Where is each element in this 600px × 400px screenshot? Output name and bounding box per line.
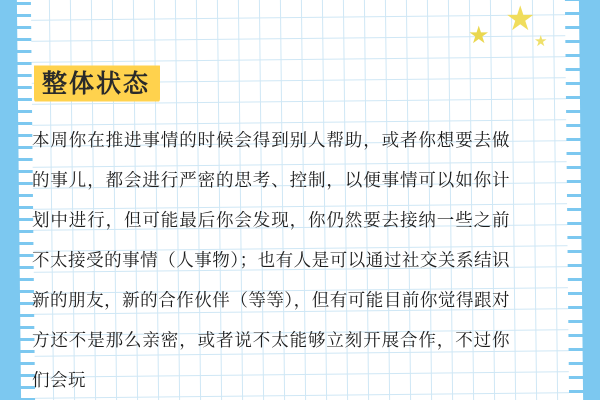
star-icon: ★ <box>468 22 490 49</box>
body-paragraph: 本周你在推进事情的时候会得到别人帮助，或者你想要去做的事儿，都会进行严密的思考、控制，以便事情可以如你计划中进行，但可能最后你会发现，你仍然要去接纳一些之前不太接受的事情（人事物）；也有人是可以通过社交关系结识新的朋友，新的合作伙伴（等等），但有可能目前你觉得跟对方还不是那么亲密，或者说不太能够立刻开展合作，不过你们会玩 <box>32 130 510 390</box>
star-icon: ★ <box>505 0 536 38</box>
star-icon: ★ <box>534 33 548 50</box>
page-title: 整体状态 <box>34 62 160 103</box>
